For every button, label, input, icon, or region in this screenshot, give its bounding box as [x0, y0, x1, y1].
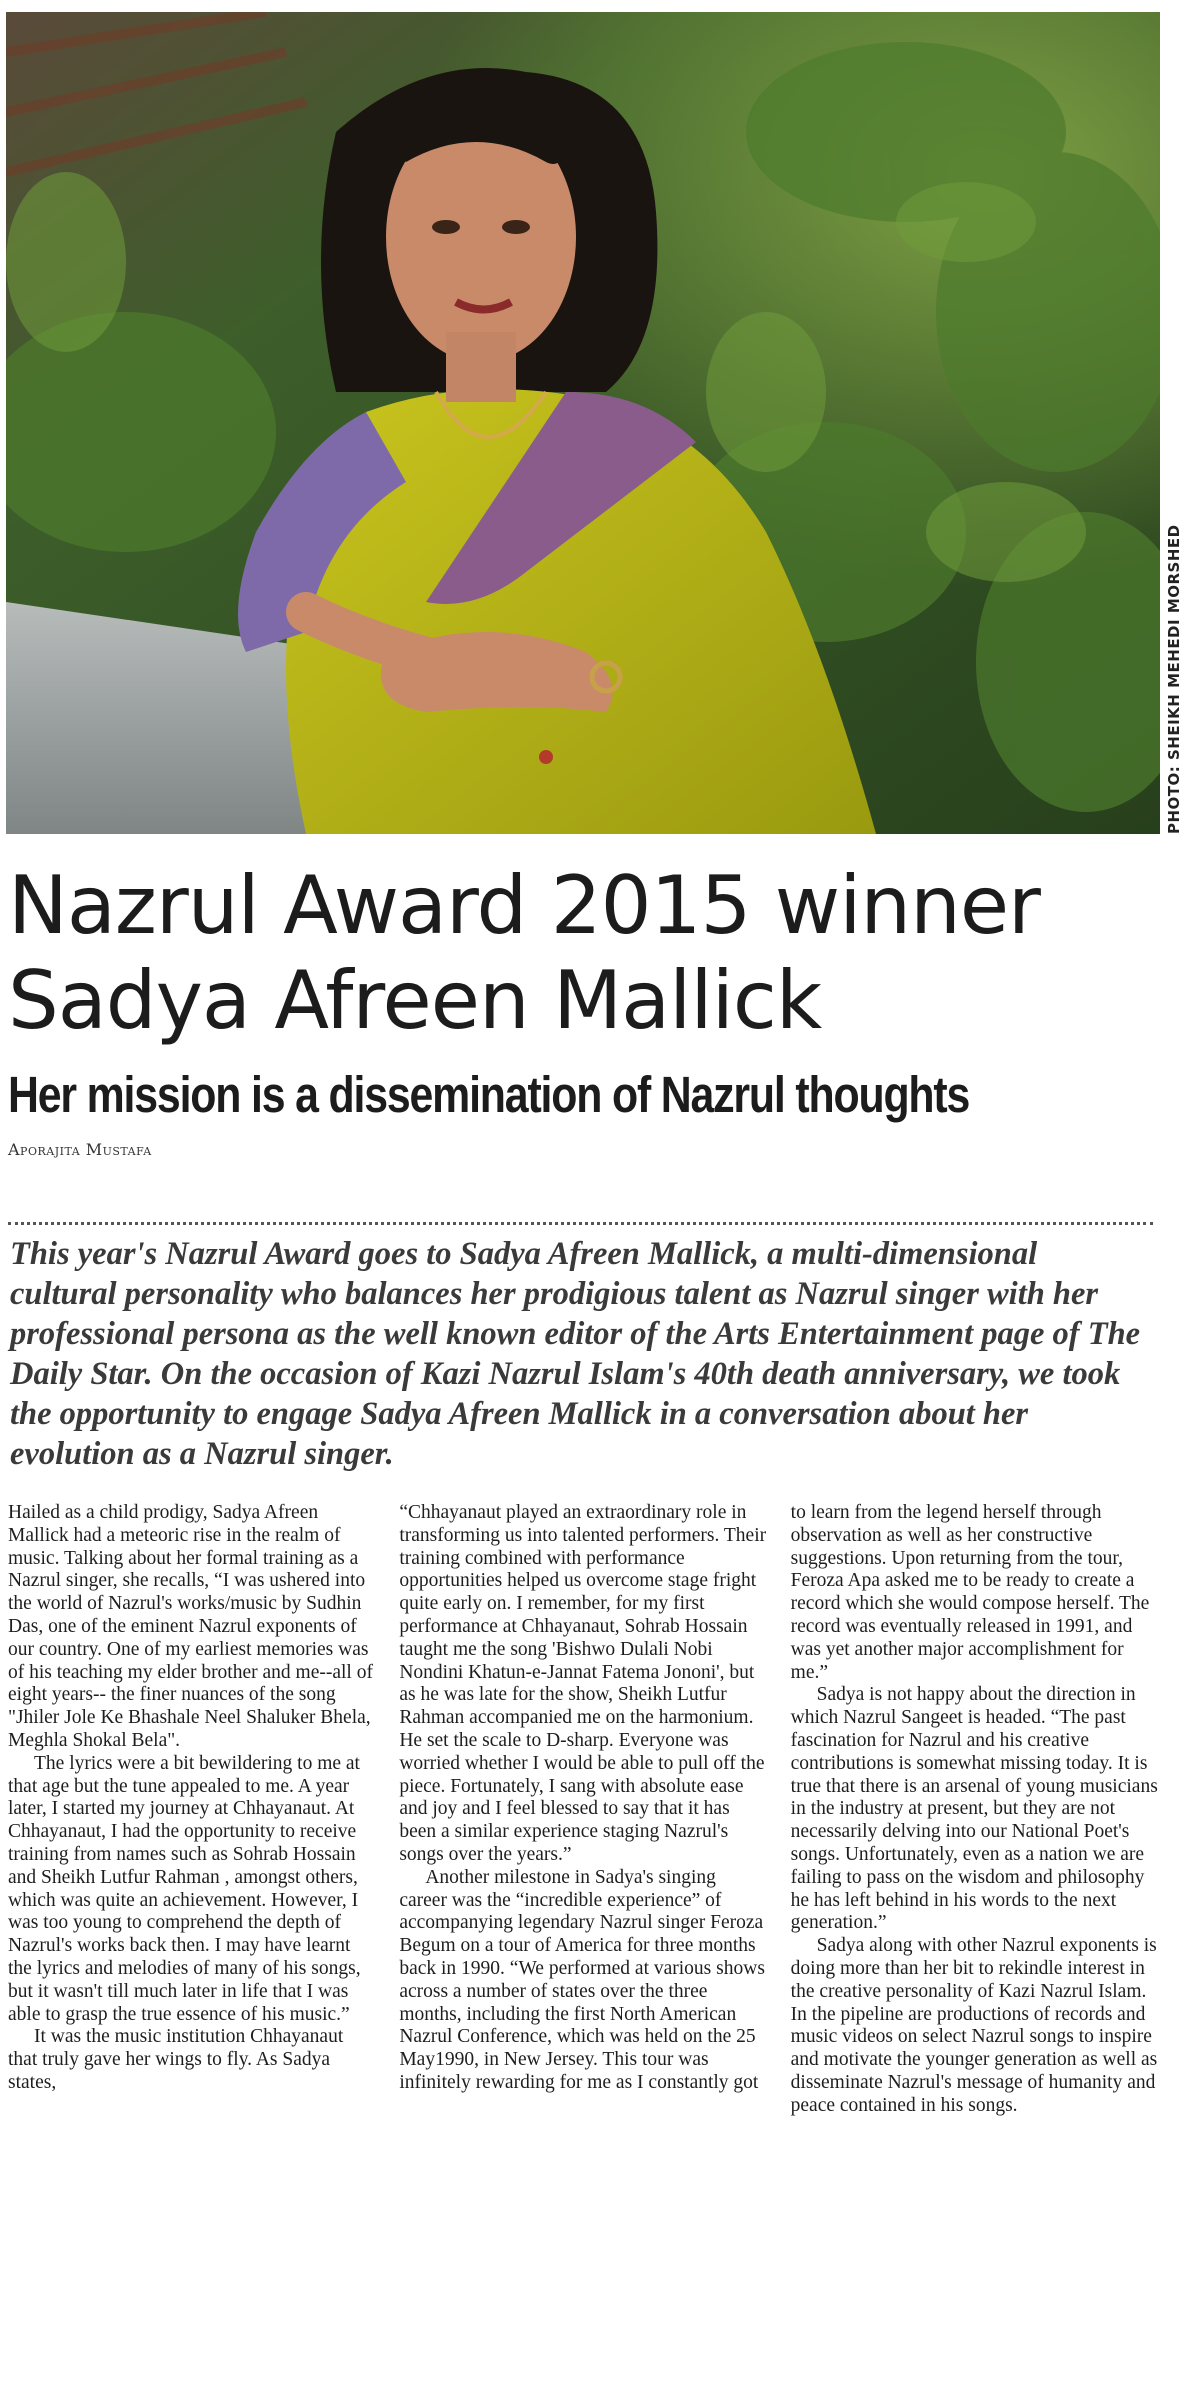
column-2 — [399, 1502, 766, 2397]
intro-paragraph: This year's Nazrul Award goes to Sadya Afreen Mallick, a multi-dimensional cultural personality who balances her prodigious talent as Nazrul singer with her professional persona as the well known editor of the Arts Entertainment page of The Daily Star. On the occasion of Kazi Nazrul Islam's 40th death anniversary, we took the opportunity to engage Sadya Afreen Mallick in a conversation about her evolution as a Nazrul singer. — [10, 1236, 1141, 1472]
column-3 — [791, 1502, 1158, 2397]
paragraph: Another milestone in Sadya's singing career was the “incredible experience” of accompanying legendary Nazrul singer Feroza Begum on a tour of America for three months back in 1990. “We performed at various shows across a number of states over the three months, including the first North American Nazrul Conference, which was held on the 25 May1990, in New Jersey. This tour was infinitely rewarding for me as I constantly got — [399, 1866, 765, 2093]
paragraph: Sadya along with other Nazrul exponents is doing more than her bit to rekindle interest in the creative personality of Kazi Nazrul Islam. In the pipeline are productions of records and music videos on select Nazrul songs to inspire and motivate the younger generation as well as disseminate Nazrul's message of humanity and peace contained in his songs. — [790, 1935, 1158, 2116]
headline — [8, 858, 1178, 1048]
photo-credit: PHOTO: SHEIKH MEHEDI MORSHED — [1165, 524, 1183, 834]
byline: Aporajita Mustafa — [8, 1140, 152, 1159]
headline-line-1: Nazrul Award 2015 winner — [8, 859, 1040, 952]
paragraph: to learn from the legend herself through observation as well as her constructive suggestions. Upon returning from the tour, Feroza Apa asked me to be ready to create a record which she would compose herself. The record was eventually released in 1991, and was yet another major accomplishment for me.” — [790, 1502, 1150, 1683]
paragraph: “Chhayanaut played an extraordinary role in transforming us into talented performers. Their training combined with performance opportunities helped us overcome stage fright quite early on. I remember, for my first performance at Chhayanaut, Sohrab Hossain taught me the song 'Bishwo Dulali Nobi Nondini Khatun-e-Jannat Fatema Jononi', but as he was late for the show, Sheikh Lutfur Rahman accompanied me on the harmonium. He set the scale to D-sharp. Everyone was worried whether I would be able to pull off the piece. Fortunately, I sang with absolute ease and joy and I feel blessed to say that it has been a similar experience staging Nazrul's songs over the years.” — [399, 1502, 767, 1865]
portrait-illustration — [6, 12, 1160, 834]
article-body — [8, 1502, 1158, 2397]
paragraph: The lyrics were a bit bewildering to me at that age but the tune appealed to me. A year later, I started my journey at Chhayanaut. At Chhayanaut, I had the opportunity to receive training from names such as Sohrab Hossain and Sheikh Lutfur Rahman , amongst others, which was quite an achievement. However, I was too young to comprehend the depth of Nazrul's works back then. I may have learnt the lyrics and melodies of many of his songs, but it wasn't till much later in life that I was able to grasp the true essence of his music.” — [8, 1752, 361, 2025]
subheadline: Her mission is a dissemination of Nazrul thoughts — [8, 1066, 970, 1123]
paragraph: Sadya is not happy about the direction in which Nazrul Sangeet is headed. “The past fascination for Nazrul and his creative contributions is somewhat missing today. It is true that there is an arsenal of young musicians in the industry at present, but they are not necessarily delving into our National Poet's songs. Unfortunately, even as a nation we are failing to pass on the wisdom and philosophy he has left behind in his words to the next generation.” — [790, 1684, 1158, 1934]
dotted-divider — [8, 1222, 1153, 1225]
paragraph: It was the music institution Chhayanaut that truly gave her wings to fly. As Sadya states, — [8, 2026, 344, 2093]
portrait-photo — [6, 12, 1160, 834]
column-1 — [8, 1502, 375, 2397]
paragraph: Hailed as a child prodigy, Sadya Afreen Mallick had a meteoric rise in the realm of music. Talking about her formal training as a Nazrul singer, she recalls, “I was ushered into the world of Nazrul's works/music by Sudhin Das, one of the eminent Nazrul exponents of our country. One of my earliest memories was of his teaching my elder brother and me--all of eight years-- the finer nuances of the song "Jhiler Jole Ke Bhashale Neel Shaluker Bhela, Meghla Shokal Bela". — [8, 1502, 373, 1751]
headline-line-2: Sadya Afreen Mallick — [8, 954, 822, 1047]
